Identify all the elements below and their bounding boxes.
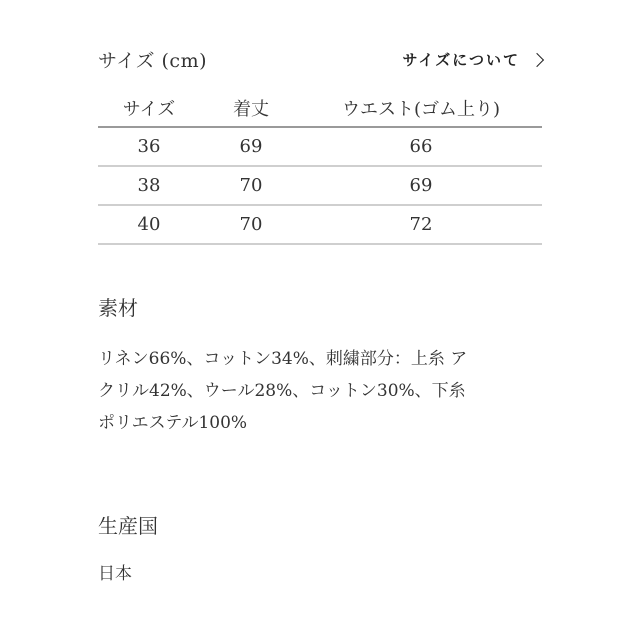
size-header (98, 44, 542, 74)
table-row (98, 127, 542, 166)
cell-size: 40 (98, 205, 200, 244)
origin-value: 日本 (98, 564, 132, 584)
cell-length: 70 (200, 205, 302, 244)
cell-waist: 72 (302, 205, 542, 244)
table-row (98, 205, 542, 244)
material-section-title: 素材 (98, 296, 138, 320)
material-line: ポリエステル100% (98, 413, 248, 433)
column-header-length: 着丈 (200, 90, 302, 127)
cell-size: 38 (98, 166, 200, 205)
cell-length: 70 (200, 166, 302, 205)
cell-waist: 69 (302, 166, 542, 205)
size-guide-link-label: サイズについて (402, 50, 520, 69)
column-header-waist: ウエスト(ゴム上り) (302, 90, 542, 127)
size-table (98, 90, 542, 245)
chevron-right-icon (530, 52, 544, 66)
cell-waist: 66 (302, 127, 542, 166)
material-line: クリル42%、ウール28%、コットン30%、下糸 (98, 381, 466, 401)
material-description (98, 343, 544, 439)
size-guide-link[interactable] (402, 49, 542, 70)
cell-size: 36 (98, 127, 200, 166)
size-section-title: サイズ (cm) (98, 49, 208, 72)
cell-length: 69 (200, 127, 302, 166)
origin-section-title: 生産国 (98, 514, 158, 538)
column-header-size: サイズ (98, 90, 200, 127)
material-line: リネン66%、コットン34%、刺繍部分：上糸 ア (98, 349, 468, 369)
table-row (98, 166, 542, 205)
table-header-row (98, 90, 542, 127)
